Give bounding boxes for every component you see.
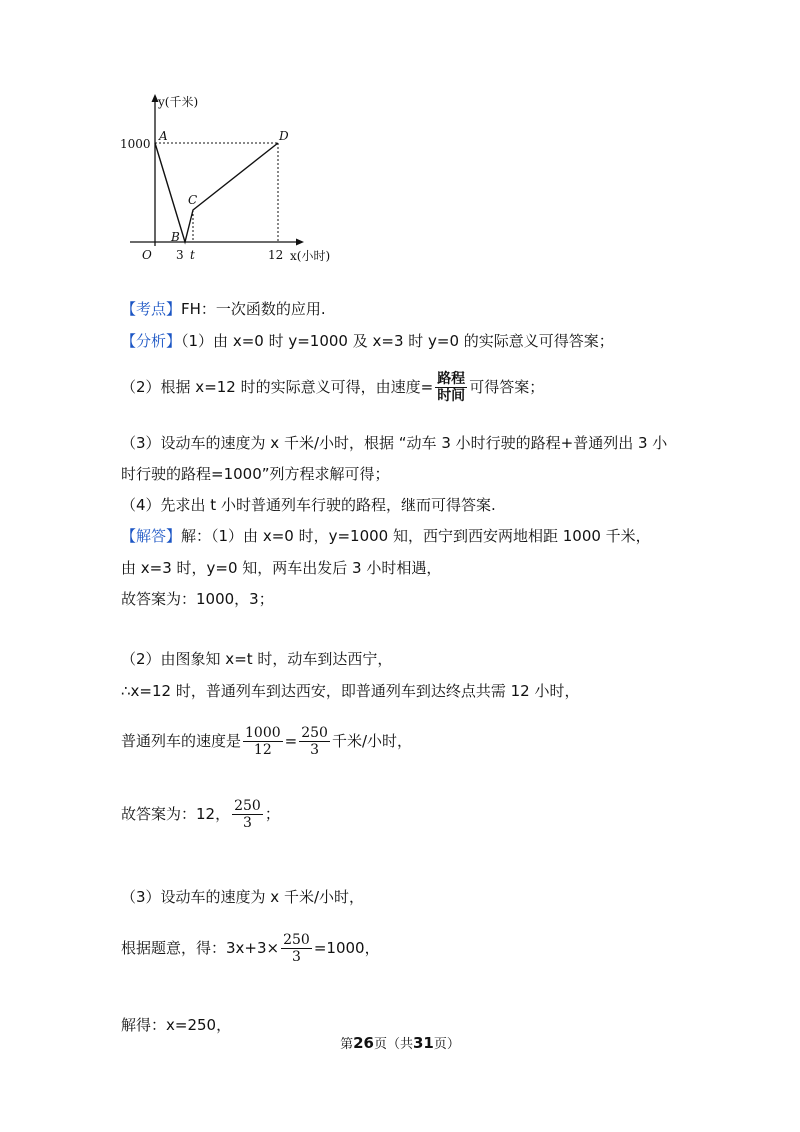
part3-text-2-post: =1000，	[313, 939, 380, 957]
part3-line-3: 解得：x=250，	[121, 1016, 232, 1034]
speed-text-pre: 普通列车的速度是	[121, 732, 242, 750]
answer2-line	[121, 798, 280, 831]
x-tick-12: 12	[268, 248, 284, 262]
fraction-denominator: 12	[253, 742, 272, 758]
fraction-denominator: 时间	[437, 388, 466, 404]
part3-line-1: （3）设动车的速度为 x 千米/小时，	[121, 888, 365, 906]
fenxi-text-2-pre: （2）根据 x=12 时的实际意义可得，由速度=	[121, 378, 434, 396]
page-footer	[0, 1033, 800, 1052]
fraction-denominator: 3	[292, 949, 301, 965]
fenxi-line-3a: （3）设动车的速度为 x 千米/小时，根据 “动车 3 小时行驶的路程+普通列出 3 小	[121, 434, 668, 452]
x-tick-t: t	[190, 248, 195, 262]
x-axis-arrow	[296, 239, 304, 246]
speed-text-post: 千米/小时，	[331, 732, 413, 750]
fraction-numerator: 路程	[437, 371, 466, 387]
fenxi-line-2	[121, 371, 544, 404]
fenxi-text-1: （1）由 x=0 时 y=1000 及 x=3 时 y=0 的实际意义可得答案；	[181, 332, 614, 350]
equation-fraction	[281, 932, 312, 965]
fenxi-line-4: （4）先求出 t 小时普通列车行驶的路程，继而可得答案.	[121, 496, 496, 514]
jieda-text-1: 解：（1）由 x=0 时，y=1000 知，西宁到西安两地相距 1000 千米，	[181, 527, 651, 545]
answer2-text-post: ；	[264, 805, 280, 823]
kaodian-text: FH：一次函数的应用.	[181, 300, 326, 318]
speed-fraction-2	[299, 725, 330, 758]
part3-text-2-pre: 根据题意，得：3x+3×	[121, 939, 280, 957]
jieda-line-3: 故答案为：1000，3；	[121, 590, 274, 608]
answer2-fraction	[232, 798, 263, 831]
jieda-line-1	[121, 525, 651, 546]
x-tick-3: 3	[176, 248, 184, 262]
speed-formula-fraction	[435, 371, 467, 404]
kaodian-line	[121, 298, 326, 319]
part3-line-2	[121, 932, 380, 965]
fraction-numerator: 250	[301, 725, 328, 741]
fraction-denominator: 3	[243, 815, 252, 831]
x-axis-label: x(小时)	[290, 249, 331, 263]
fenxi-line-1	[121, 330, 614, 351]
footer-page-number: 26	[353, 1034, 374, 1052]
footer-pre: 第	[340, 1037, 354, 1052]
y-tick-1000: 1000	[120, 137, 151, 151]
point-c: C	[188, 193, 198, 207]
jieda-tag: 【解答】	[121, 527, 182, 545]
point-a: A	[159, 129, 168, 143]
part2-line-2: ∴x=12 时，普通列车到达西安，即普通列车到达终点共需 12 小时，	[121, 682, 580, 700]
function-graph	[118, 88, 348, 273]
fraction-denominator: 3	[310, 742, 320, 758]
part2-line-1: （2）由图象知 x=t 时，动车到达西宁，	[121, 650, 393, 668]
footer-total-pages: 31	[413, 1034, 434, 1052]
fenxi-tag: 【分析】	[121, 332, 182, 350]
y-axis-label: y(千米)	[158, 95, 199, 109]
fraction-numerator: 1000	[245, 725, 281, 741]
speed-fraction-1	[243, 725, 283, 758]
jieda-line-2: 由 x=3 时，y=0 知，两车出发后 3 小时相遇，	[121, 559, 442, 577]
fraction-numerator: 250	[234, 798, 261, 814]
fraction-numerator: 250	[283, 932, 310, 948]
speed-equals: =	[284, 732, 298, 750]
answer2-text-pre: 故答案为：12，	[121, 805, 231, 823]
origin-label: O	[142, 248, 152, 262]
fenxi-line-3b: 时行驶的路程=1000”列方程求解可得；	[121, 465, 390, 483]
footer-post: 页）	[433, 1037, 460, 1052]
kaodian-tag: 【考点】	[121, 300, 182, 318]
footer-mid: 页（共	[373, 1037, 413, 1052]
fenxi-text-2-post: 可得答案；	[469, 378, 545, 396]
point-b: B	[171, 230, 180, 244]
point-d: D	[279, 129, 289, 143]
speed-line	[121, 725, 412, 758]
graph-line	[155, 143, 278, 242]
